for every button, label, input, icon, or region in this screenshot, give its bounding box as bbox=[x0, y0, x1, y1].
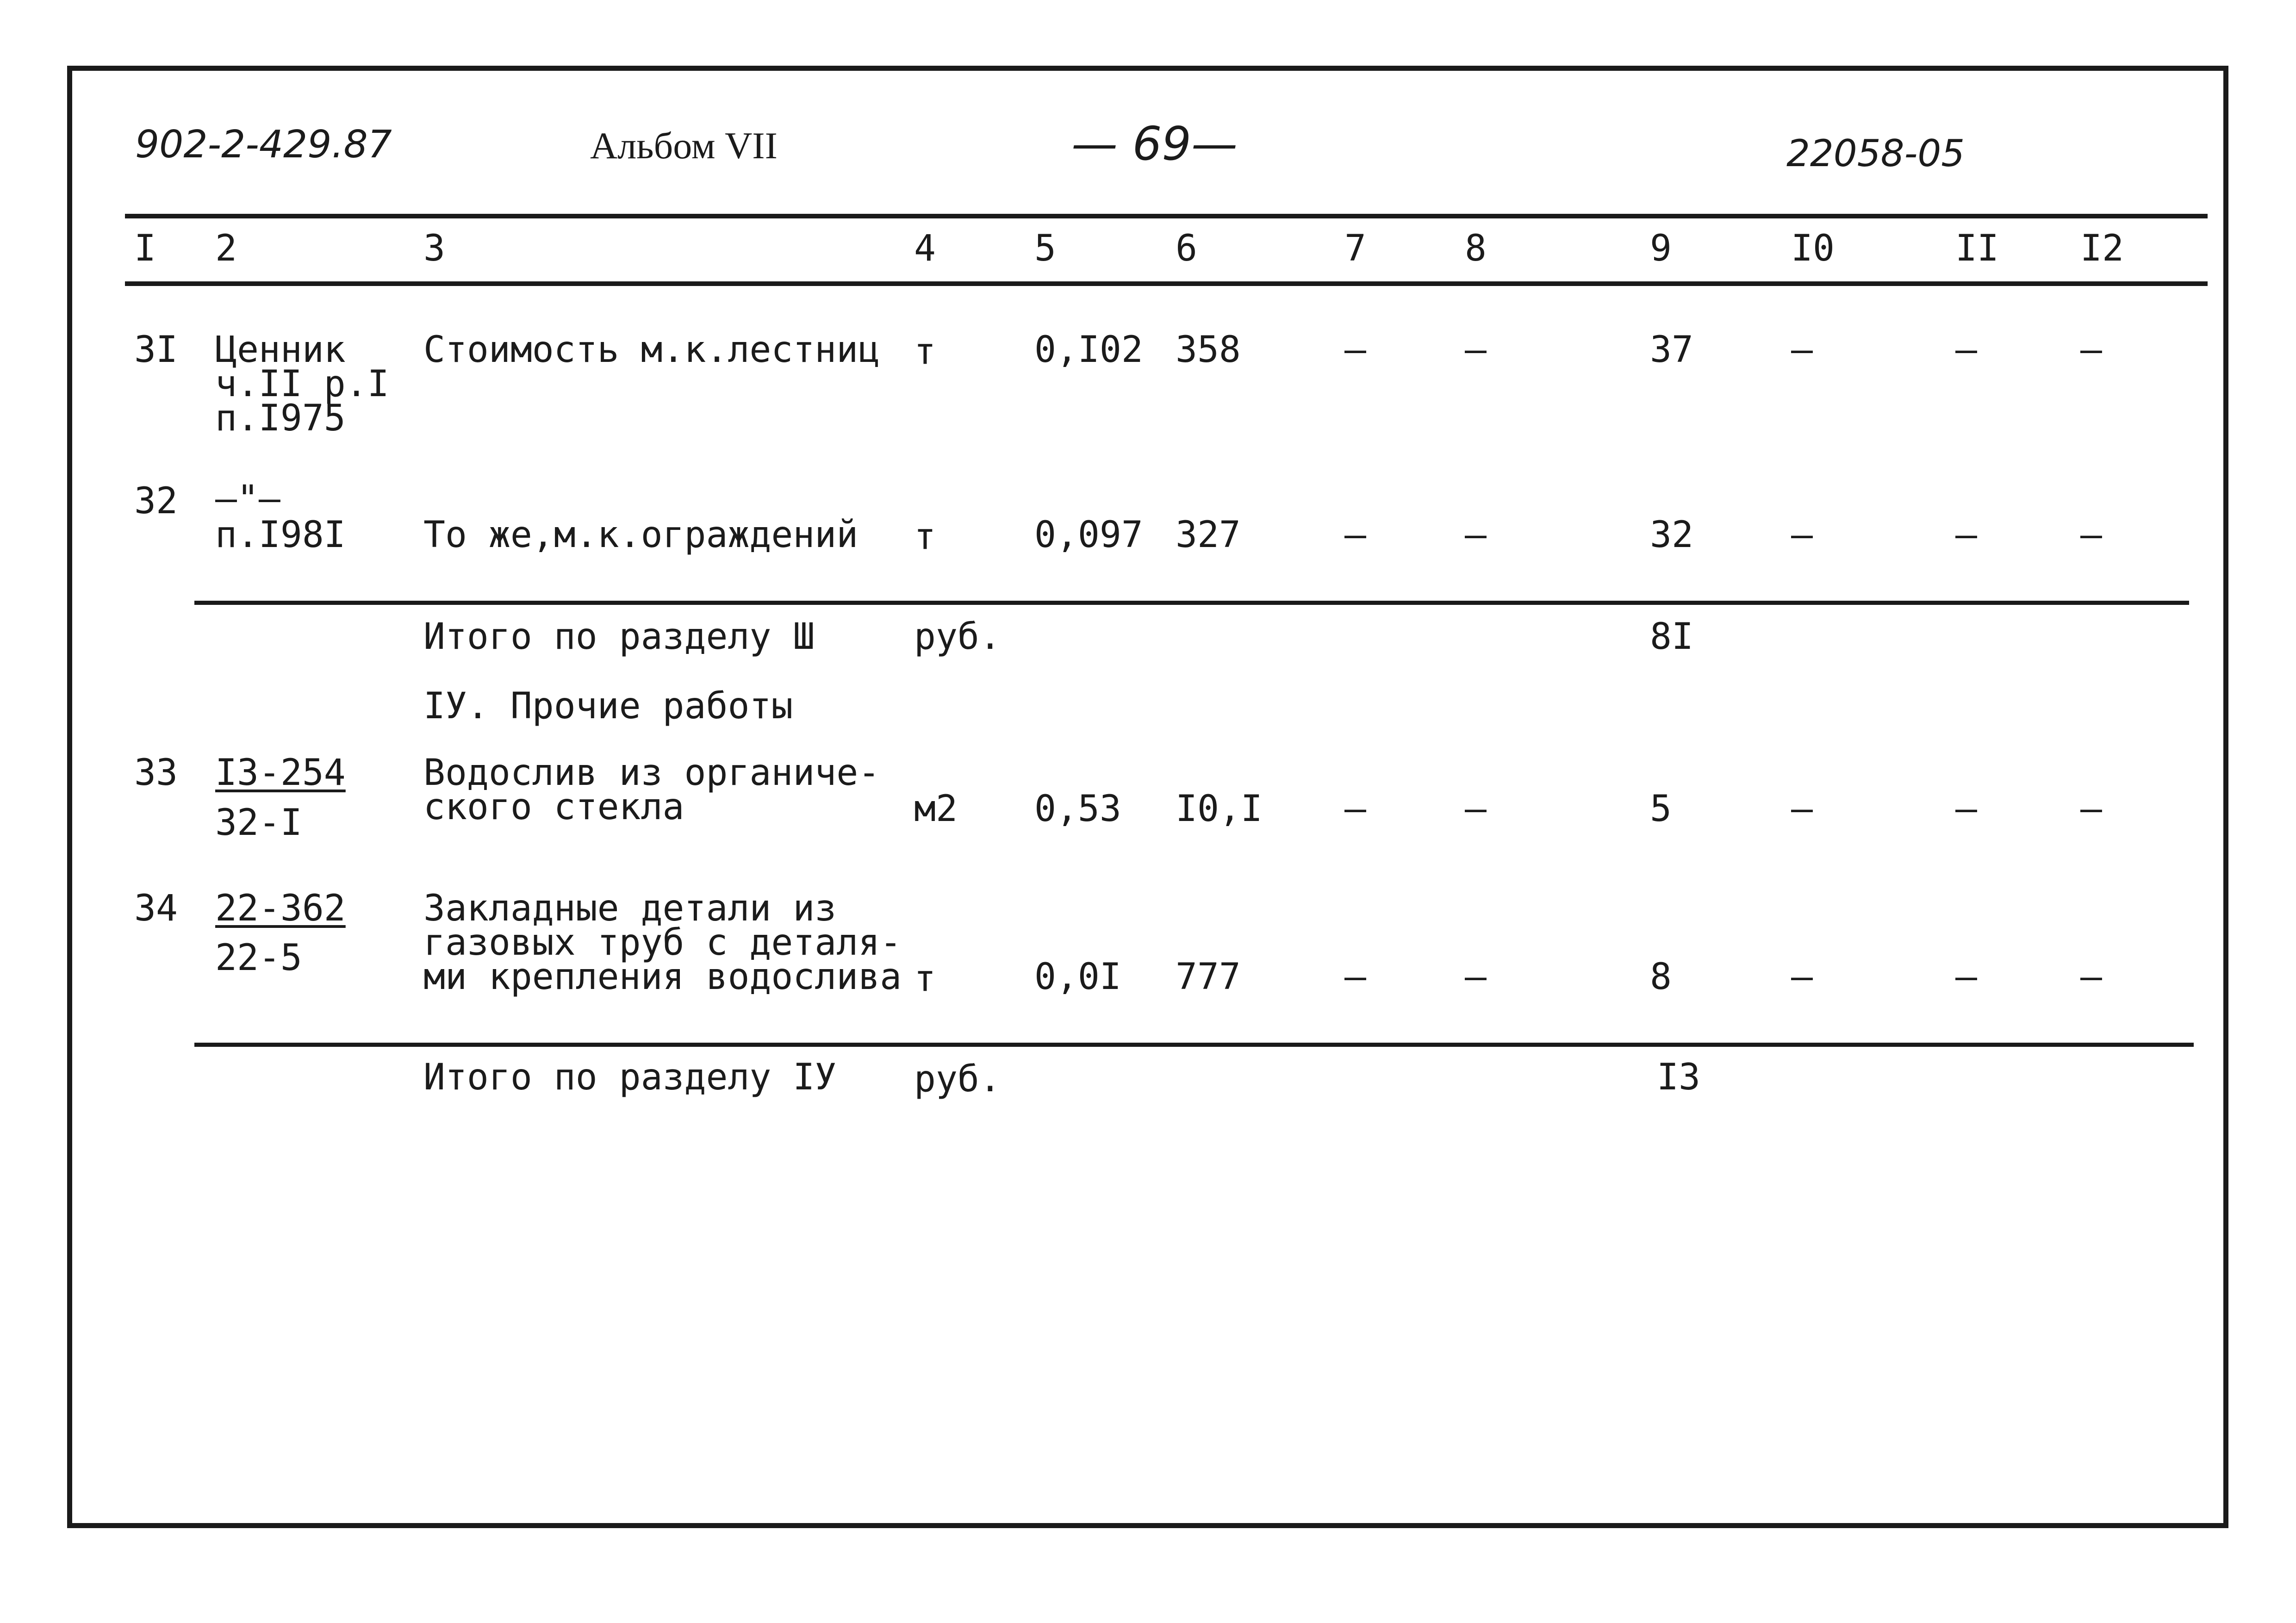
row-description: Закладные детали из bbox=[423, 888, 837, 929]
section-4-rule bbox=[194, 1043, 2194, 1047]
row-reference: ч.II р.I bbox=[215, 363, 389, 405]
row-number: 34 bbox=[134, 888, 178, 929]
column-header-3: 3 bbox=[423, 228, 445, 269]
row-col8: – bbox=[1465, 788, 1487, 830]
subtotal-unit: руб. bbox=[914, 1058, 1001, 1100]
row-quantity: 0,097 bbox=[1034, 514, 1143, 556]
row-col10: – bbox=[1791, 788, 1813, 830]
row-col7: – bbox=[1344, 788, 1366, 830]
row-col10: – bbox=[1791, 956, 1813, 998]
row-col10: – bbox=[1791, 514, 1813, 556]
project-code: 902-2-429.87 bbox=[135, 123, 392, 167]
row-col12: – bbox=[2080, 788, 2102, 830]
row-description: То же,м.к.ограждений bbox=[423, 514, 859, 556]
row-reference: 22-362 bbox=[215, 888, 346, 929]
subtotal-label: Итого по разделу IУ bbox=[423, 1057, 837, 1098]
header-top-rule bbox=[125, 214, 2208, 218]
row-col12: – bbox=[2080, 514, 2102, 556]
subtotal-label: Итого по разделу Ш bbox=[423, 616, 815, 658]
column-header-2: 2 bbox=[215, 228, 237, 269]
row-total: 8 bbox=[1650, 956, 1672, 998]
header-bottom-rule bbox=[125, 281, 2208, 286]
row-col12: – bbox=[2080, 956, 2102, 998]
row-number: 33 bbox=[134, 752, 178, 794]
row-col10: – bbox=[1791, 329, 1813, 371]
row-unit: т bbox=[914, 958, 936, 1000]
row-quantity: 0,0I bbox=[1034, 956, 1121, 998]
row-col11: – bbox=[1955, 788, 1977, 830]
row-description: ми крепления водослива bbox=[423, 956, 902, 998]
row-description: ского стекла bbox=[423, 786, 684, 828]
row-reference: I3-254 bbox=[215, 752, 346, 794]
column-header-4: 4 bbox=[914, 228, 936, 269]
row-col7: – bbox=[1344, 329, 1366, 371]
row-price: 327 bbox=[1176, 514, 1241, 556]
row-col8: – bbox=[1465, 514, 1487, 556]
row-reference: Ценник bbox=[215, 329, 346, 371]
row-col11: – bbox=[1955, 956, 1977, 998]
section-3-rule bbox=[194, 601, 2189, 605]
row-unit: т bbox=[914, 331, 936, 373]
row-description: Водослив из органиче- bbox=[423, 752, 880, 794]
row-number: 3I bbox=[134, 329, 178, 371]
row-reference: 22-5 bbox=[215, 937, 302, 979]
row-col11: – bbox=[1955, 514, 1977, 556]
column-header-7: 7 bbox=[1344, 228, 1366, 269]
section-title: IУ. Прочие работы bbox=[423, 685, 793, 727]
subtotal-total: 8I bbox=[1650, 616, 1693, 658]
row-description: газовых труб с деталя- bbox=[423, 922, 902, 964]
row-reference: п.I975 bbox=[215, 398, 346, 439]
row-total: 32 bbox=[1650, 514, 1693, 556]
subtotal-total: I3 bbox=[1657, 1057, 1700, 1098]
row-quantity: 0,I02 bbox=[1034, 329, 1143, 371]
column-header-8: 8 bbox=[1465, 228, 1487, 269]
column-header-10: I0 bbox=[1791, 228, 1835, 269]
row-reference: 32-I bbox=[215, 802, 302, 844]
row-col7: – bbox=[1344, 956, 1366, 998]
row-total: 5 bbox=[1650, 788, 1672, 830]
subtotal-unit: руб. bbox=[914, 616, 1001, 658]
column-header-5: 5 bbox=[1034, 228, 1056, 269]
row-col8: – bbox=[1465, 956, 1487, 998]
row-description: Стоимость м.к.лестниц bbox=[423, 329, 880, 371]
row-col7: – bbox=[1344, 514, 1366, 556]
row-reference: п.I98I bbox=[215, 514, 346, 556]
column-header-6: 6 bbox=[1176, 228, 1197, 269]
row-price: I0,I bbox=[1176, 788, 1263, 830]
column-header-9: 9 bbox=[1650, 228, 1672, 269]
column-header-12: I2 bbox=[2080, 228, 2124, 269]
row-unit: т bbox=[914, 516, 936, 558]
column-header-1: I bbox=[134, 228, 156, 269]
row-reference: –"– bbox=[215, 478, 280, 520]
row-total: 37 bbox=[1650, 329, 1693, 371]
row-col12: – bbox=[2080, 329, 2102, 371]
row-number: 32 bbox=[134, 480, 178, 522]
row-price: 358 bbox=[1176, 329, 1241, 371]
document-number: 22058-05 bbox=[1786, 132, 1965, 175]
row-col8: – bbox=[1465, 329, 1487, 371]
row-quantity: 0,53 bbox=[1034, 788, 1121, 830]
row-unit: м2 bbox=[914, 788, 958, 830]
column-header-11: II bbox=[1955, 228, 1999, 269]
album-label: Альбом VII bbox=[590, 124, 778, 167]
row-price: 777 bbox=[1176, 956, 1241, 998]
row-col11: – bbox=[1955, 329, 1977, 371]
page-number: — 69— bbox=[1071, 117, 1238, 171]
